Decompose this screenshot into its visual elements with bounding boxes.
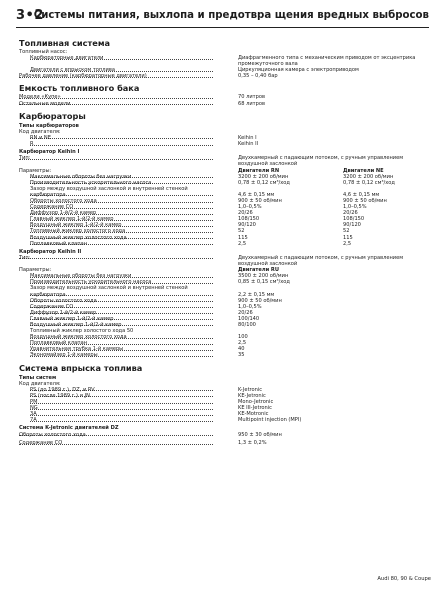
chapter-title: Системы питания, выхлопа и предотвра щения вредных выбросов [33, 10, 429, 21]
spec-label-text: Содержание CO [30, 204, 74, 211]
spec-value: 0,78 ± 0,12 см³/ход [238, 179, 290, 186]
spec-label-text: Содержание CO [19, 440, 63, 447]
spec-label-text: Максимальные обороты без нагрузки [30, 173, 132, 180]
spec-label-text: Уравнительная трубка 1-й камеры [30, 346, 124, 353]
section-heading: Топливная система [19, 38, 111, 48]
spec-row [19, 417, 431, 423]
dotted-leader [30, 403, 213, 404]
spec-label-text: Диффузор 1-й/2-й камер [30, 309, 97, 316]
spec-label [30, 55, 219, 61]
subsection-heading: Карбюратор Keihin II [19, 248, 82, 255]
section-heading: Карбюраторы [19, 110, 86, 121]
spec-label-text: Обороты холостого хода [30, 198, 97, 204]
spec-value: 52 [238, 228, 245, 235]
spec-label-text: 3A [30, 411, 37, 418]
spec-value: 4,6 ± 0,15 мм [343, 191, 380, 198]
spec-label-text: PS (до 1989 г.), DZ, и RV [30, 386, 95, 393]
spec-value: 2,2 ± 0,15 мм [238, 291, 275, 298]
spec-label-text: Код двигателя: [19, 128, 61, 135]
spec-value: 1,0–0,5% [343, 204, 367, 211]
spec-label-text: Главный жиклер 1-й/2-й камер [30, 315, 114, 322]
spec-label-text: Зазор между воздушной заслонкой и внутренней стенкой [30, 185, 188, 192]
spec-label-text: R [30, 141, 34, 148]
spec-label-text: NG [30, 405, 38, 412]
spec-value: 70 литров [238, 94, 265, 101]
spec-label-text: Воздушный жиклер 1-й/2-й камер [30, 321, 122, 328]
spec-row [19, 55, 431, 67]
spec-label-text: Производительность ускорительного насоса [30, 279, 152, 286]
spec-value: K-Jetronic [238, 386, 263, 393]
spec-value: 52 [343, 228, 350, 235]
spec-value: 3200 ± 200 об/мин [238, 173, 289, 180]
spec-label-text: Двигатели с впрыском топлива [30, 67, 115, 74]
spec-value: 115 [343, 234, 353, 241]
spec-label-text: Тип: [19, 155, 31, 162]
spec-value: 90/120 [238, 222, 256, 229]
spec-value: KE III-Jetronic [238, 405, 272, 412]
spec-value: 115 [238, 234, 248, 241]
page-footer: Audi 80, 90 & Coupe [377, 576, 431, 582]
spec-value: 1,0–0,5% [238, 303, 262, 310]
spec-label-text: Остальные модели [19, 100, 71, 107]
spec-label [30, 417, 219, 423]
spec-value: Двухкамерный с падающим потоком, с ручным управлением воздушной заслонкой [238, 254, 404, 268]
spec-value: 68 литров [238, 100, 265, 107]
page-header [16, 6, 429, 28]
spec-label [19, 73, 219, 79]
column-header: Двигатели RN [238, 167, 280, 174]
spec-label-text: Модели «Купе» [19, 94, 61, 101]
subsection-heading: Система K-Jetronic двигателей DZ [19, 425, 119, 432]
spec-value: 20/26 [238, 309, 253, 316]
spec-value: 1,0–0,5% [238, 204, 262, 211]
spec-label-text: Карбюраторные двигатели [30, 55, 104, 62]
spec-label-text: карбюратора [30, 291, 66, 298]
spec-value: 35 [238, 352, 245, 359]
spec-value: Keihin I [238, 134, 257, 141]
spec-label-text: Максимальные обороты без нагрузки [30, 273, 132, 280]
column-header: Двигатели RU [238, 267, 279, 274]
spec-label-text: Рабочее давление (карбюраторные двигатели) [19, 73, 147, 80]
column-header: Двигатели NE [343, 167, 384, 174]
spec-label [19, 432, 219, 438]
spec-value: Mono-Jetronic [238, 399, 274, 406]
spec-value: 900 ± 50 об/мин [343, 198, 387, 204]
spec-value: Диафрагменного типа с механическим приводом от эксцентрика промежуточного вала [238, 55, 416, 68]
spec-value: 3500 ± 200 об/мин [238, 273, 289, 280]
spec-value: 0,85 ± 0,15 см³/ход [238, 279, 290, 286]
subsection-heading: Карбюратор Keihin I [19, 149, 80, 156]
section-heading: Система впрыска топлива [19, 362, 143, 373]
spec-value: 108/150 [238, 216, 260, 223]
spec-label-text: Обороты холостого хода [30, 297, 97, 304]
spec-value: 1,3 ± 0,2% [238, 440, 267, 447]
dotted-leader [19, 159, 213, 160]
spec-value: 108/150 [343, 216, 365, 223]
spec-row [19, 255, 431, 267]
spec-content [19, 34, 431, 446]
spec-label [19, 255, 219, 261]
spec-value: 3200 ± 200 об/мин [343, 173, 394, 180]
subsection-heading: Типы карбюраторов [19, 122, 79, 129]
spec-label-text: Поплавковый клапан [30, 340, 88, 347]
spec-row [19, 432, 431, 441]
spec-label-text: Производительность ускорительного насоса [30, 179, 152, 186]
spec-label-text: RN и NE [30, 134, 51, 141]
dotted-leader [19, 258, 213, 259]
dotted-leader [30, 409, 213, 410]
spec-value: 4,6 ± 0,15 мм [238, 191, 275, 198]
spec-label-text: Экономайзер 1-й камеры [30, 352, 98, 359]
spec-label-text: Воздушный жиклер 1-й/2-й камер [30, 222, 122, 229]
spec-label [19, 155, 219, 161]
spec-label-text: Главный жиклер 1-й/2-й камер [30, 216, 114, 223]
spec-label-text: 7A [30, 417, 37, 424]
spec-label-text: Параметры: [19, 167, 52, 174]
spec-label-text: Поплавковый клапан [30, 240, 88, 247]
spec-label-text: Тип: [19, 254, 31, 261]
spec-value: 900 ± 50 об/мин [238, 198, 282, 204]
spec-label [19, 101, 219, 107]
spec-value: 900 ± 50 об/мин [238, 297, 282, 304]
spec-label-text: Содержание CO [30, 303, 74, 310]
spec-label-text: карбюратора [30, 191, 66, 198]
spec-value: Keihin II [238, 141, 259, 148]
spec-label-text: Зазор между воздушной заслонкой и внутренней стенкой [30, 285, 188, 292]
spec-label-text: Воздушный жиклер холостого хода [30, 234, 127, 241]
spec-label-text: Топливный жиклер холостого хода 50 [30, 328, 134, 335]
spec-value: 2,5 [238, 340, 247, 347]
spec-label-text: PS (после 1989 г.) и JN [30, 392, 90, 399]
spec-label-text: Код двигателя: [19, 380, 61, 387]
spec-row [19, 155, 431, 167]
spec-label [19, 440, 219, 446]
dotted-leader [30, 415, 213, 416]
spec-value: 2,5 [343, 240, 352, 247]
spec-label-text: Топливный насос: [19, 49, 68, 55]
spec-label-text: Воздушный жиклер холостого хода [30, 334, 127, 341]
spec-value: 0,35 – 0,40 бар [238, 73, 278, 80]
spec-label-text: Обороты холостого хода [19, 431, 86, 438]
spec-value: KE-Jetronic [238, 392, 266, 399]
spec-value: 20/26 [343, 210, 358, 217]
spec-label [30, 241, 219, 247]
dotted-leader [30, 145, 213, 146]
spec-label-text: Параметры: [19, 267, 52, 274]
spec-value: 0,78 ± 0,12 см³/ход [343, 179, 395, 186]
spec-value: Двухкамерный с падающим потоком, с ручным управлением воздушной заслонкой [238, 155, 404, 168]
spec-row [19, 241, 431, 247]
spec-label-text: Диффузор 1-й/2-й камер [30, 210, 97, 217]
dotted-leader [30, 138, 213, 139]
spec-value: 40 [238, 346, 245, 353]
spec-row [19, 352, 431, 358]
spec-row [19, 73, 431, 79]
dotted-leader [30, 421, 213, 422]
subsection-heading: Типы систем [19, 374, 57, 381]
spec-value: 20/26 [238, 210, 253, 217]
spec-row [19, 440, 431, 446]
spec-value: 2,5 [238, 240, 247, 247]
spec-value: Multipoint injection (MPI) [238, 417, 302, 424]
spec-value: 90/120 [343, 222, 361, 229]
spec-label-text: Топливный жиклер холостого хода [30, 228, 126, 235]
spec-row [19, 101, 431, 107]
spec-value: Циркуляционная камера с электроприводом [238, 67, 359, 74]
spec-value: 80/100 [238, 321, 256, 328]
spec-value: 950 ± 30 об/мин [238, 431, 282, 438]
spec-label [30, 352, 219, 358]
spec-label-text: PM [30, 399, 38, 406]
spec-value: 100/140 [238, 315, 260, 322]
spec-value: KE-Motronic [238, 411, 269, 418]
spec-row [19, 141, 431, 147]
page-number: 3•2 [16, 8, 44, 23]
section-heading: Емкость топливного бака [19, 83, 140, 94]
spec-label [30, 141, 219, 147]
spec-value: 100 [238, 334, 248, 341]
